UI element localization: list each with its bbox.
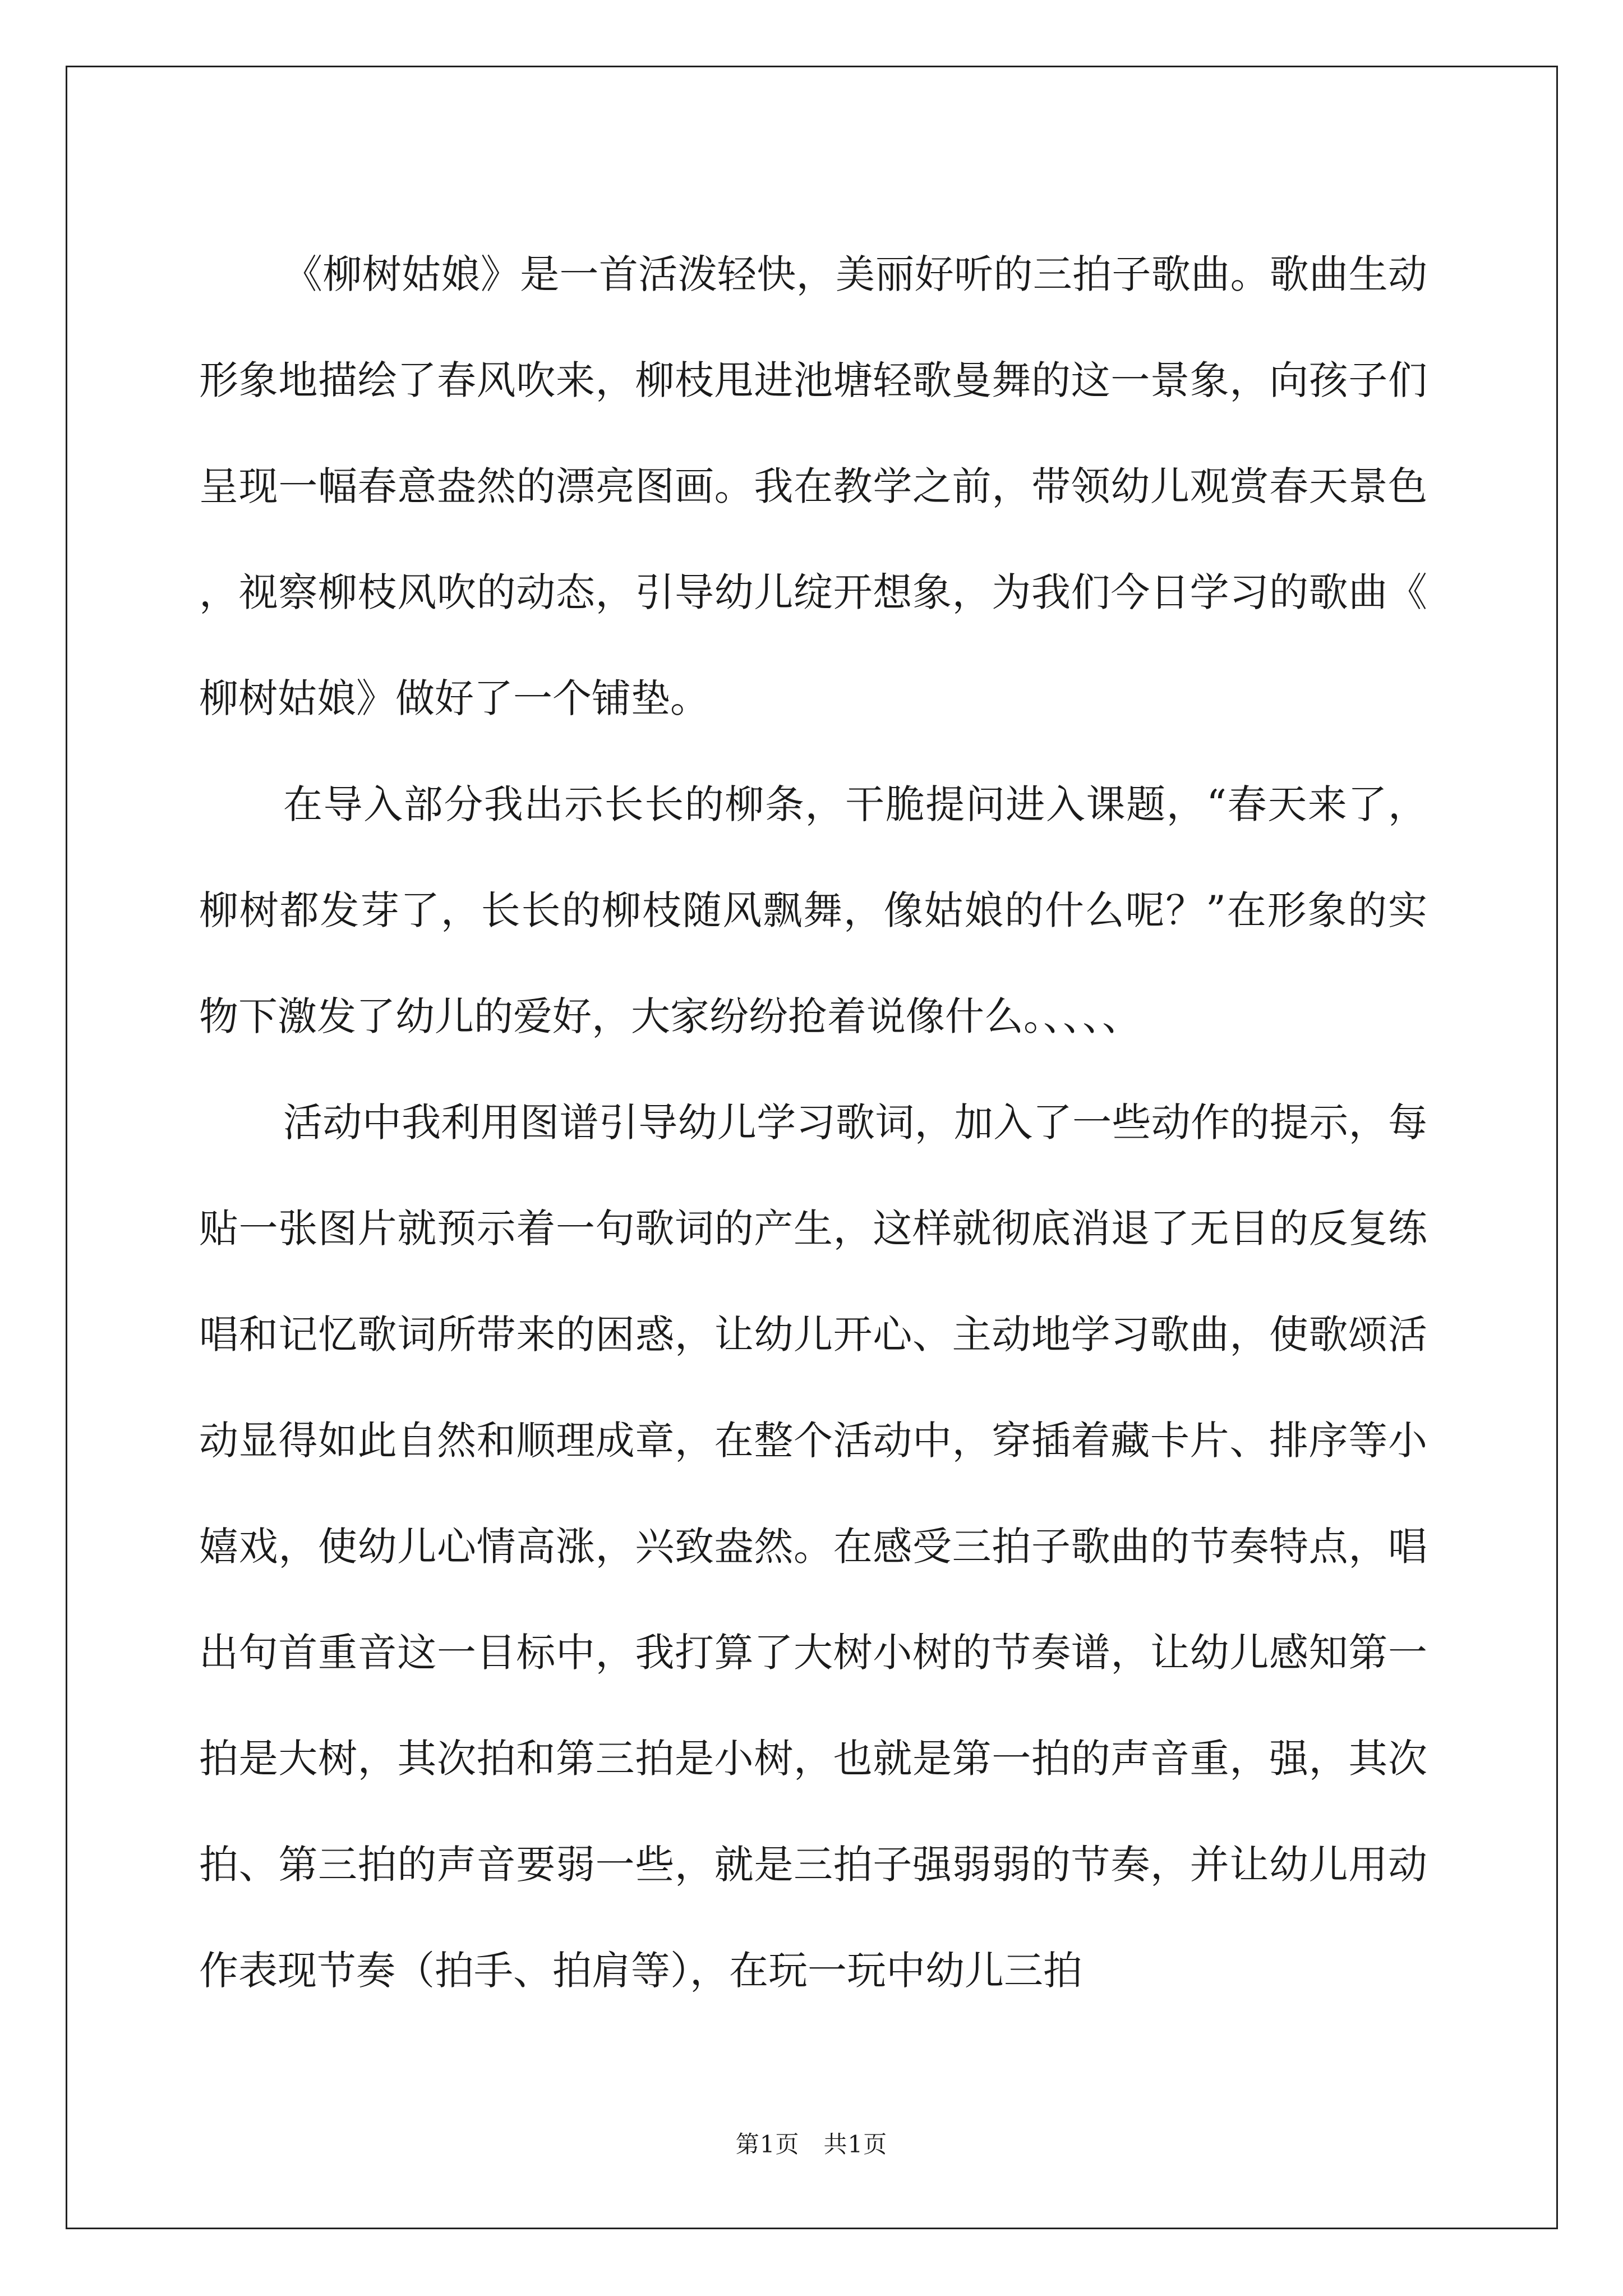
document-body — [199, 222, 1427, 2024]
paragraph-2: 在导入部分我出示长长的柳条，干脆提问进入课题，“春天来了，柳树都发芽了，长长的柳枝随风飘舞，像姑娘的什么呢？”在形象的实物下激发了幼儿的爱好，大家纷纷抢着说像什么。、、、、 — [199, 781, 1427, 1039]
page-footer: 第1页 共1页 — [735, 2131, 888, 2158]
paragraph-1: 《柳树姑娘》是一首活泼轻快，美丽好听的三拍子歌曲。歌曲生动形象地描绘了春风吹来，柳枝甩进池塘轻歌曼舞的这一景象，向孩子们呈现一幅春意盎然的漂亮图画。我在教学之前，带领幼儿观赏春天景色，视察柳枝风吹的动态，引导幼儿绽开想象，为我们今日学习的歌曲《柳树姑娘》做好了一个铺垫。 — [199, 251, 1427, 721]
paragraph-3: 活动中我利用图谱引导幼儿学习歌词，加入了一些动作的提示，每贴一张图片就预示着一句歌词的产生，这样就彻底消退了无目的反复练唱和记忆歌词所带来的困惑，让幼儿开心、主动地学习歌曲，使歌颂活动显得如此自然和顺理成章，在整个活动中，穿插着藏卡片、排序等小嬉戏，使幼儿心情高涨，兴致盎然。在感受三拍子歌曲的节奏特点，唱出句首重音这一目标中，我打算了大树小树的节奏谱，让幼儿感知第一拍是大树，其次拍和第三拍是小树，也就是第一拍的声音重，强，其次拍、第三拍的声音要弱一些，就是三拍子强弱弱的节奏，并让幼儿用动作表现节奏（拍手、拍肩等），在玩一玩中幼儿三拍 — [199, 1099, 1427, 1994]
